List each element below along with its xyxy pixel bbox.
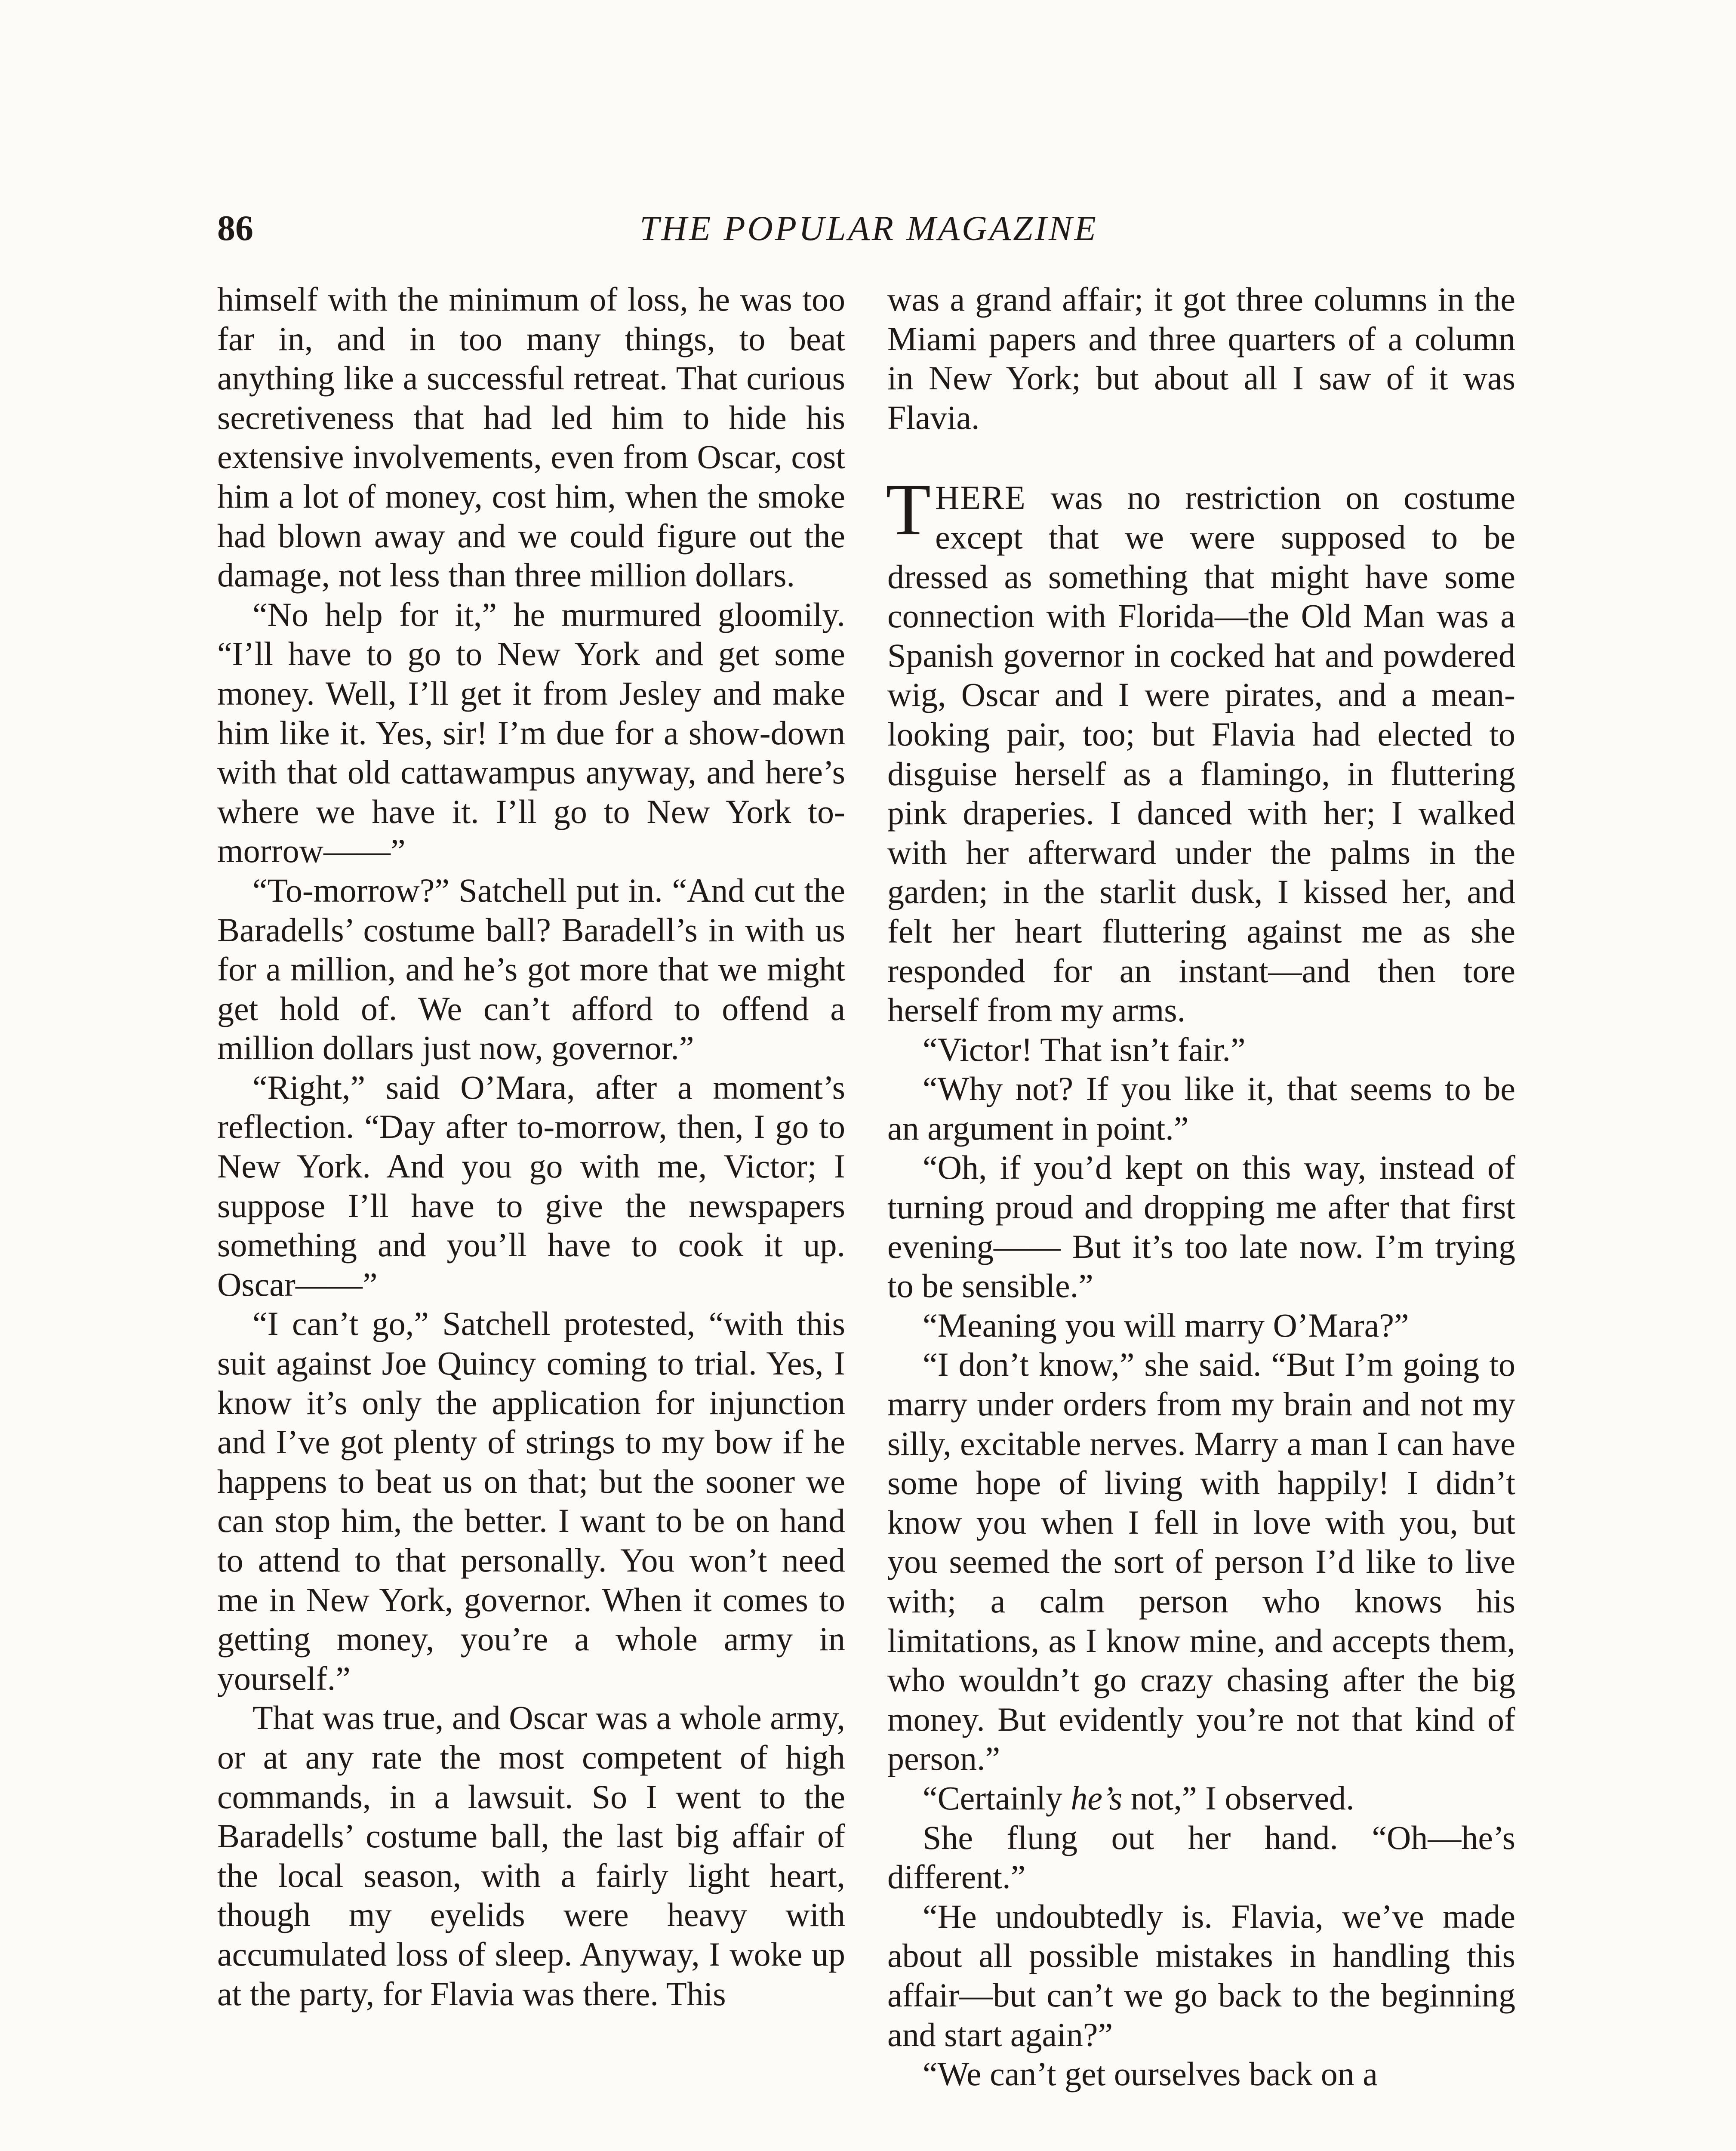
paragraph: “Why not? If you like it, that seems to be an argument in point.” bbox=[887, 1070, 1515, 1147]
paragraph: “Oh, if you’d kept on this way, instead of turning proud and dropping me after that first evening—— But it’s too late now. I’m trying to be sensible.” bbox=[887, 1149, 1515, 1305]
lead-in-word: HERE bbox=[935, 479, 1026, 517]
drop-cap: T bbox=[886, 469, 931, 551]
paragraph: was a grand affair; it got three columns in the Miami papers and three quarters of a column in New York; but about all I saw of it was Flavia. bbox=[887, 280, 1515, 436]
right-column bbox=[887, 280, 1515, 2094]
paragraph: That was true, and Oscar was a whole army, or at any rate the most competent of high commands, in a lawsuit. So I went to the Baradells’ costume ball, the last big affair of the local season, with a fairly light heart, though my eyelids were heavy with accumulated loss of sleep. Anyway, I woke up at the party, for Flavia was there. This bbox=[217, 1699, 845, 2012]
paragraph-text: was no restriction on costume except that we were supposed to be dressed as something that might have some connection with Florida—the Old Man was a Spanish governor in cocked hat and powdered wig, Oscar and I were pirates, and a mean-looking pair, too; but Flavia had elected to disguise herself as a flamingo, in fluttering pink draperies. I danced with her; I walked with her afterward under the palms in the garden; in the starlit dusk, I kissed her, and felt her heart fluttering against me as she responded for an instant—and then tore herself from my arms. bbox=[887, 479, 1515, 1029]
emphasized-word: he’s bbox=[1071, 1779, 1123, 1817]
section-opening-paragraph bbox=[886, 469, 1515, 1029]
page-number: 86 bbox=[217, 208, 253, 248]
paragraph-text: “Certainly bbox=[923, 1779, 1071, 1817]
paragraph: “Right,” said O’Mara, after a moment’s reflection. “Day after to-morrow, then, I go to New York. And you go with me, Victor; I suppose I’ll have to give the newspapers something and you’ll have to cook it up. Oscar——” bbox=[217, 1068, 845, 1303]
paragraph-text: not,” I observed. bbox=[1122, 1779, 1354, 1817]
paragraph: “I don’t know,” she said. “But I’m going to marry under orders from my brain and not my silly, excitable nerves. Marry a man I can have some hope of living with happily! I didn’t know you when I fell in love with you, but you seemed the sort of person I’d like to live with; a calm person who knows his limitations, as I know mine, and accepts them, who wouldn’t go crazy chasing after the big money. But evidently you’re not that kind of person.” bbox=[887, 1346, 1515, 1778]
paragraph: himself with the minimum of loss, he was too far in, and in too many things, to beat anything like a successful retreat. That curious secretiveness that had led him to hide his extensive involvements, even from Oscar, cost him a lot of money, cost him, when the smoke had blown away and we could figure out the damage, not less than three million dollars. bbox=[217, 280, 845, 594]
paragraph: “Victor! That isn’t fair.” bbox=[923, 1030, 1246, 1068]
running-head: THE POPULAR MAGAZINE bbox=[640, 209, 1098, 248]
left-column bbox=[217, 280, 845, 2013]
paragraph: “We can’t get ourselves back on a bbox=[923, 2055, 1378, 2093]
paragraph: “I can’t go,” Satchell protested, “with this suit against Joe Quincy coming to trial. Yes, I know it’s only the application for injunction and I’ve got plenty of strings to my bow if he happens to beat us on that; but the sooner we can stop him, the better. I want to be on hand to attend to that personally. You won’t need me in New York, governor. When it comes to getting money, you’re a whole army in yourself.” bbox=[217, 1305, 845, 1697]
paragraph: “To-morrow?” Satchell put in. “And cut the Baradells’ costume ball? Baradell’s in with us for a million, and he’s got more that we might get hold of. We can’t afford to offend a million dollars just now, governor.” bbox=[217, 871, 845, 1067]
paragraph: “No help for it,” he murmured gloomily. “I’ll have to go to New York and get some money. Well, I’ll get it from Jesley and make him like it. Yes, sir! I’m due for a show-down with that old cattawampus anyway, and here’s where we have it. I’ll go to New York to-morrow——” bbox=[217, 595, 845, 870]
paragraph: She flung out her hand. “Oh—he’s different.” bbox=[887, 1818, 1515, 1896]
page-header bbox=[217, 205, 1521, 252]
paragraph bbox=[887, 1778, 1515, 1818]
paragraph: “He undoubtedly is. Flavia, we’ve made about all possible mistakes in handling this affair—but can’t we go back to the beginning and start again?” bbox=[887, 1897, 1515, 2053]
paragraph: “Meaning you will marry O’Mara?” bbox=[923, 1306, 1409, 1344]
